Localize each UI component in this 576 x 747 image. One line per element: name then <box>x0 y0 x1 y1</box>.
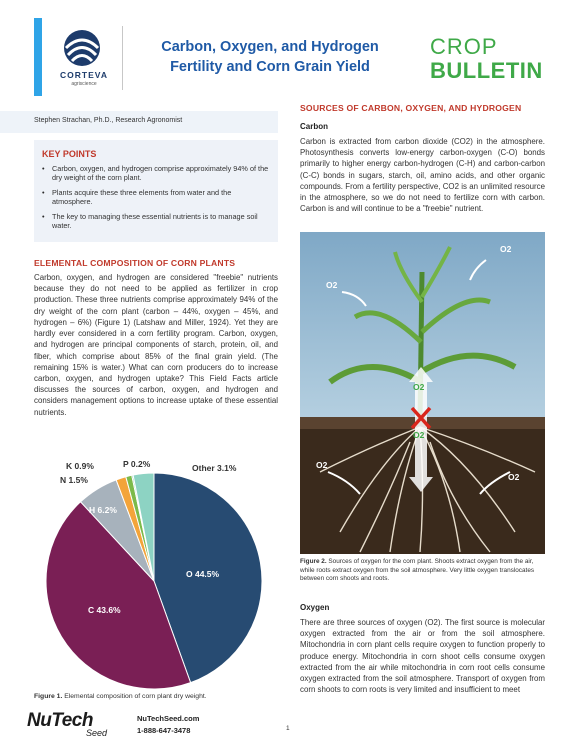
title-line-1: Carbon, Oxygen, and Hydrogen <box>161 39 379 55</box>
pie-label-c: C 43.6% <box>88 605 121 615</box>
o2-label-shoot: O2 <box>413 382 425 392</box>
pie-label-n: N 1.5% <box>60 475 88 485</box>
key-point-item: • Plants acquire these three elements from water and the atmosphere. <box>42 188 270 207</box>
o2-label-air-right: O2 <box>500 244 512 254</box>
key-point-item: • Carbon, oxygen, and hydrogen comprise approximately 94% of the dry weight of the corn plant. <box>42 164 270 183</box>
corn-plant-illustration <box>300 232 545 554</box>
figure1-caption-label: Figure 1. <box>34 693 63 700</box>
o2-label-root: O2 <box>413 430 425 440</box>
sources-heading: SOURCES OF CARBON, OXYGEN, AND HYDROGEN <box>300 103 522 113</box>
figure2-caption-label: Figure 2. <box>300 558 327 565</box>
author-line: Stephen Strachan, Ph.D., Research Agronomist <box>0 111 278 133</box>
carbon-body: Carbon is extracted from carbon dioxide (CO2) in the atmosphere. Photosynthesis converts low-energy carbon-oxygen (C-O) bonds primarily to higher energy carbon-hydrogen (C-H) and carbon-carbon (C-C) bonds in sugars, starch, oil, amino acids, and other organic compounds. From a fertility perspective, CO2 is an unlimited resource in the atmosphere, so we do not need to fertilize corn with carbon. Carbon is and will continue to be a "freebie" nutrient. <box>300 137 545 214</box>
elemental-heading: ELEMENTAL COMPOSITION OF CORN PLANTS <box>34 258 236 268</box>
o2-label-soil-left: O2 <box>316 460 328 470</box>
key-point-item: • The key to managing these essential nutrients is to manage soil water. <box>42 212 270 231</box>
pie-chart-svg <box>34 455 278 690</box>
title-line-2: Fertility and Corn Grain Yield <box>170 58 370 75</box>
pie-label-h: H 6.2% <box>89 505 117 515</box>
pie-label-o: O 44.5% <box>186 569 220 579</box>
elemental-body: Carbon, oxygen, and hydrogen are considered "freebie" nutrients because they do not need to be applied as fertilizer in crop production. These three nutrients comprise approximately 94% of the dry weight of the corn plant (carbon – 44%, oxygen – 45%, and hydrogen – 6%) (Figure 1) (Latshaw and Miller, 1924). Yet they are hardly ever considered in a corn fertility program. Carbon, oxygen, and hydrogen are principal components of starch, protein, oil, and fiber, which comprise about 85% of the final grain yield. (The remaining 15% is water.) What can corn producers do to increase carbon, oxygen, and hydrogen uptake? This Field Facts article discusses the sources of carbon, oxygen, and hydrogen and considers management options to increase uptake of these essential nutrients. <box>34 273 278 417</box>
o2-label-air-left: O2 <box>326 280 338 290</box>
pie-label-p: P 0.2% <box>123 459 151 469</box>
figure2-caption <box>300 558 545 584</box>
figure2-caption-text: Sources of oxygen for the corn plant. Shoots extract oxygen from the air, while roots extract oxygen from the soil atmosphere. Very little oxygen translocates between corn shoots and roots. <box>300 558 535 583</box>
oxygen-subheading: Oxygen <box>300 603 330 612</box>
accent-bar <box>34 18 42 96</box>
brand-subtitle: agriscience <box>71 81 97 87</box>
footer-phone: 1-888-647-3478 <box>137 726 191 735</box>
header-divider <box>122 26 123 90</box>
brand-name: CORTEVA <box>60 70 108 80</box>
key-points-title: KEY POINTS <box>42 149 97 159</box>
nutech-seed-word: Seed <box>86 728 108 738</box>
footer-url[interactable]: NuTechSeed.com <box>137 714 200 723</box>
key-points-box <box>34 140 278 242</box>
key-points-list <box>42 164 270 231</box>
figure1-caption-text: Elemental composition of corn plant dry weight. <box>62 693 207 700</box>
corteva-logo-icon <box>62 28 102 68</box>
pie-chart <box>34 455 278 690</box>
pie-label-k: K 0.9% <box>66 461 94 471</box>
nutech-logo: NuTech <box>27 710 93 731</box>
page-number: 1 <box>286 725 290 732</box>
document-title <box>135 38 405 77</box>
carbon-subheading: Carbon <box>300 122 328 131</box>
bulletin-label: BULLETIN <box>430 58 543 83</box>
figure1-caption <box>34 693 207 700</box>
oxygen-body: There are three sources of oxygen (O2). The first source is molecular oxygen extracted from the air or from the soil atmosphere. Mitochondria in corn plant cells require oxygen to function properly to produce energy. Mitochondria in corn shoot cells consume oxygen extracted from the air while mitochondria in corn root cells consume oxygen extracted from the soil atmosphere. Transport of oxygen from corn shoots to corn roots is very limited and insufficient to meet <box>300 618 545 695</box>
pie-label-other: Other 3.1% <box>192 463 237 473</box>
o2-label-soil-right: O2 <box>508 472 520 482</box>
crop-label: CROP <box>430 34 498 59</box>
